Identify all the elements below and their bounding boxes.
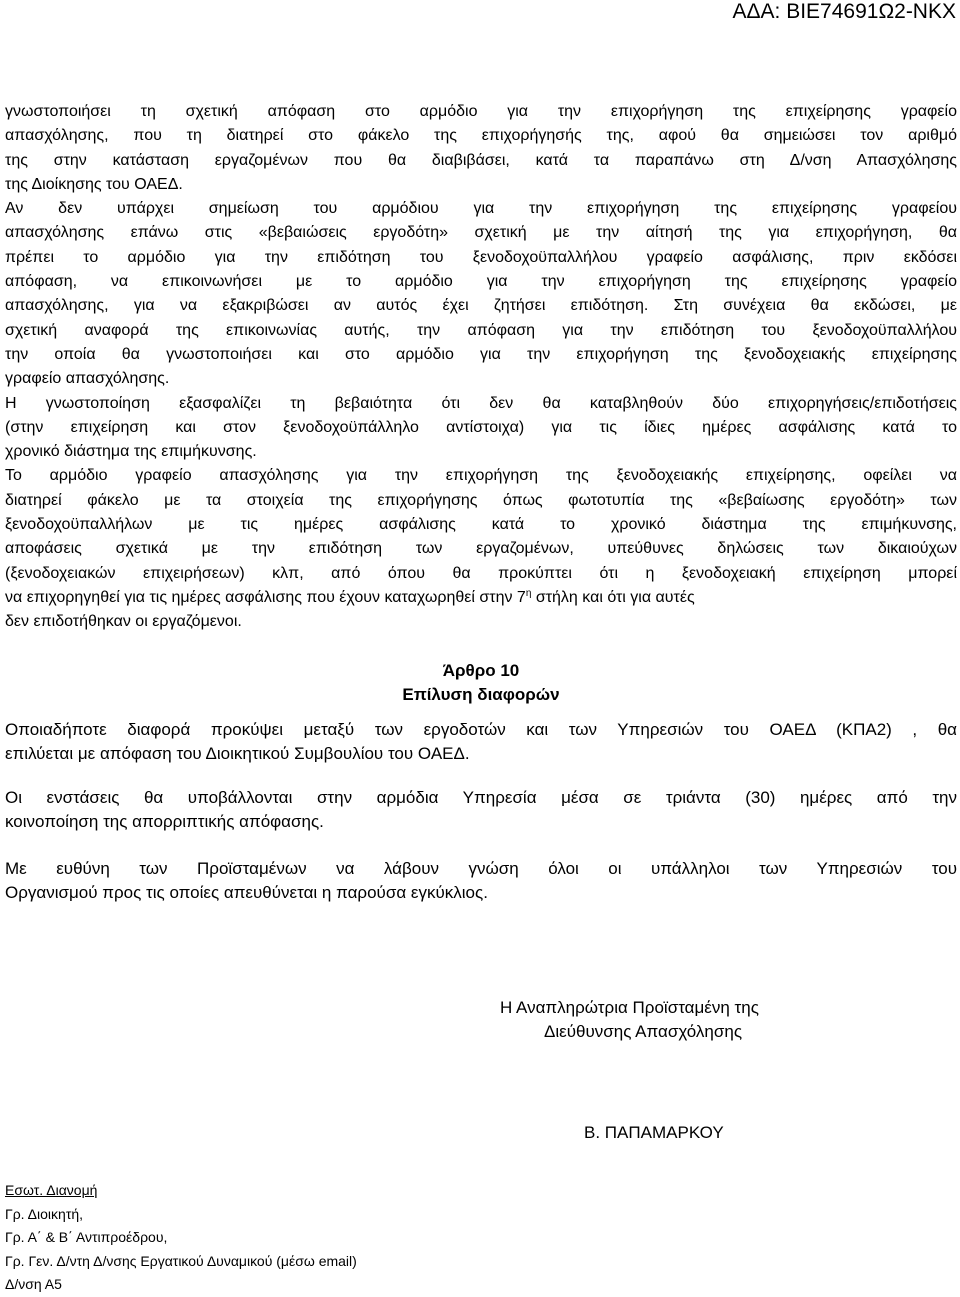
- article-number: Άρθρο 10: [442, 660, 520, 680]
- paragraph-7: [5, 857, 957, 906]
- distribution-item: Γρ. Γεν. Δ/ντη Δ/νσης Εργατικού Δυναμικού (μέσω email): [5, 1252, 357, 1269]
- ada-code: ΑΔΑ: ΒΙΕ74691Ω2-ΝΚΧ: [732, 0, 956, 23]
- signature-title-line-2: Διεύθυνσης Απασχόλησης: [544, 1022, 743, 1041]
- text-line: απασχόλησης, για να εξακριβώσει αν αυτός έχει ζητήσει επιδότηση. Στη συνέχεια θα εκδώσει, με: [5, 297, 957, 315]
- text-line: δεν επιδοτήθηκαν οι εργαζόμενοι.: [5, 613, 242, 631]
- document-body: [5, 100, 957, 905]
- text-line: της Διοίκησης του ΟΑΕΔ.: [5, 175, 183, 193]
- text-line: Οργανισμού προς τις οποίες απευθύνεται η παρούσα εγκύκλιος.: [5, 883, 488, 903]
- distribution-list: [5, 1179, 357, 1297]
- text-line: πρέπει το αρμόδιο για την επιδότηση του ξενοδοχοϋπαλλήλου γραφείο ασφάλισης, πριν εκδόσει: [5, 248, 957, 266]
- distribution-item: Γρ. Διοικητή,: [5, 1205, 84, 1222]
- text-line: [5, 586, 957, 610]
- text-line: επιλύεται με απόφαση του Διοικητικού Συμβουλίου του ΟΑΕΔ.: [5, 743, 470, 763]
- paragraph-5: [5, 718, 957, 767]
- text-line: σχετική αναφορά της επικοινωνίας αυτής, την απόφαση για την επιδότηση του ξενοδοχοϋπαλλήλου: [5, 321, 957, 339]
- signatory-name: Β. ΠΑΠΑΜΑΡΚΟΥ: [584, 1123, 724, 1142]
- ordinal-superscript: η: [525, 587, 532, 599]
- text-line: Η γνωστοποίηση εξασφαλίζει τη βεβαιότητα ότι δεν θα καταβληθούν δύο επιχορηγήσεις/επιδοτήσεις: [5, 394, 957, 412]
- text-line: (στην επιχείρηση και στον ξενοδοχοϋπάλληλο αντίστοιχα) για τις ίδιες ημέρες ασφάλισης κατά το: [5, 418, 957, 436]
- text-line: αποφάσεις σχετικά με την επιδότηση των εργαζομένων, υπεύθυνες δηλώσεις των δικαιούχων: [5, 540, 957, 558]
- distribution-item: Γρ. Α΄ & Β΄ Αντιπροέδρου,: [5, 1229, 168, 1245]
- article-title: Επίλυση διαφορών: [402, 684, 560, 704]
- text-line: Το αρμόδιο γραφείο απασχόλησης για την επιχορήγηση της ξενοδοχειακής επιχείρησης, οφείλει να: [5, 467, 957, 485]
- text-line: Αν δεν υπάρχει σημείωση του αρμόδιου για την επιχορήγηση της επιχείρησης γραφείου: [5, 200, 957, 218]
- text-segment: στήλη και ότι για αυτές: [531, 588, 695, 606]
- signature-title-line-1: Η Αναπληρώτρια Προϊσταμένη της: [500, 998, 759, 1017]
- text-line: Με ευθύνη των Προϊσταμένων να λάβουν γνώση όλοι οι υπάλληλοι των Υπηρεσιών του: [5, 858, 957, 878]
- text-line: διατηρεί φάκελο με τα στοιχεία της επιχορήγησης όπως φωτοτυπία της «βεβαίωσης εργοδότη» των: [5, 491, 957, 509]
- paragraph-1: [5, 100, 957, 197]
- text-line: της στην κατάσταση εργαζομένων που θα διαβιβάσει, κατά τα παραπάνω στη Δ/νση Απασχόλησης: [5, 151, 957, 169]
- text-line: γνωστοποιήσει τη σχετική απόφαση στο αρμόδιο για την επιχορήγηση της επιχείρησης γραφείο: [5, 103, 957, 120]
- distribution-item: Δ/νση Α5: [5, 1276, 62, 1292]
- text-line: απασχόλησης, που τη διατηρεί στο φάκελο της επιχορήγησής της, αφού θα σημειώσει τον αριθμό: [5, 127, 957, 145]
- text-line: ξενοδοχοϋπαλλήλων με τις ημέρες ασφάλισης κατά το χρονικό διάστημα της επιμήκυνσης,: [5, 516, 957, 534]
- text-line: Οι ενστάσεις θα υποβάλλονται στην αρμόδια Υπηρεσία μέσα σε τριάντα (30) ημέρες από την: [5, 788, 957, 808]
- text-line: Οποιαδήποτε διαφορά προκύψει μεταξύ των εργοδοτών και των Υπηρεσιών του ΟΑΕΔ (ΚΠΑ2) , θα: [5, 719, 957, 739]
- paragraph-4: [5, 464, 957, 634]
- text-line: κοινοποίηση της απορριπτικής απόφασης.: [5, 812, 324, 832]
- text-line: απόφαση, να επικοινωνήσει με το αρμόδιο για την επιχορήγηση της επιχείρησης γραφείο: [5, 273, 957, 291]
- text-segment: να επιχορηγηθεί για τις ημέρες ασφάλισης που έχουν καταχωρηθεί στην 7: [5, 588, 526, 606]
- text-line: γραφείο απασχόλησης.: [5, 370, 170, 388]
- distribution-heading: Εσωτ. Διανομή: [5, 1182, 98, 1198]
- paragraph-3: [5, 392, 957, 465]
- paragraph-6: [5, 786, 957, 835]
- paragraph-2: [5, 197, 957, 391]
- text-line: την οποία θα γνωστοποιήσει και στο αρμόδιο για την επιχορήγηση της ξενοδοχειακής επιχείρησης: [5, 345, 957, 363]
- text-line: απασχόλησης επάνω στις «βεβαιώσεις εργοδότη» σχετική με την αίτησή της για επιχορήγηση, θα: [5, 224, 957, 242]
- text-line: (ξενοδοχειακών επιχειρήσεων) κλπ, από όπου θα προκύπτει ότι η ξενοδοχειακή επιχείρηση μπορεί: [5, 564, 957, 582]
- text-line: χρονικό διάστημα της επιμήκυνσης.: [5, 443, 257, 461]
